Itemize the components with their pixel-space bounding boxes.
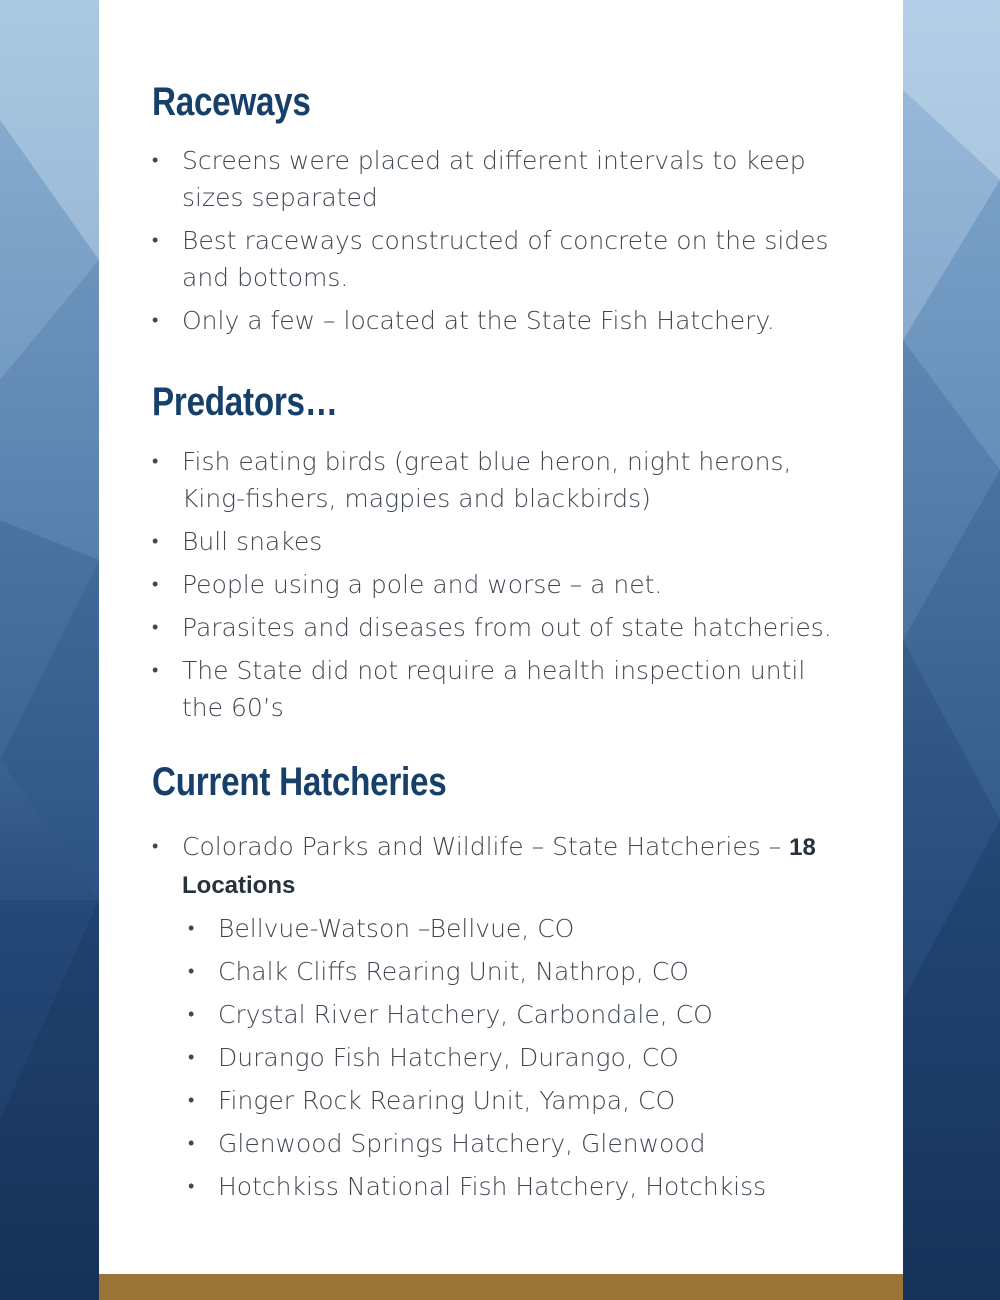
list-item xyxy=(152,222,852,296)
bullet-icon: • xyxy=(152,150,159,171)
list-item-text: Best raceways constructed of concrete on the sides and bottoms. xyxy=(182,226,829,292)
list-item xyxy=(152,652,852,726)
list-item-text: Parasites and diseases from out of state hatcheries. xyxy=(182,613,832,642)
list-item-text: Only a few – located at the State Fish Hatchery. xyxy=(182,306,775,335)
bullet-icon: • xyxy=(188,1133,195,1154)
sub-list-item xyxy=(188,953,852,990)
list-item-text: Fish eating birds (great blue heron, night herons, King-fishers, magpies and blackbirds) xyxy=(182,447,792,513)
list-item xyxy=(152,828,852,904)
bullet-icon: • xyxy=(152,531,159,552)
sub-list-item-text: Crystal River Hatchery, Carbondale, CO xyxy=(218,1000,713,1029)
hatcheries-list xyxy=(152,828,852,1211)
sub-list-item-text: Durango Fish Hatchery, Durango, CO xyxy=(218,1043,679,1072)
list-item-text: Screens were placed at different intervals to keep sizes separated xyxy=(182,146,806,212)
bottom-accent-band xyxy=(99,1274,903,1300)
sub-list-item xyxy=(188,910,852,947)
bullet-icon: • xyxy=(152,451,159,472)
bullet-icon: • xyxy=(152,310,159,331)
sub-list-item xyxy=(188,996,852,1033)
bullet-icon: • xyxy=(188,961,195,982)
list-item-text: People using a pole and worse – a net. xyxy=(182,570,663,599)
sub-list-item xyxy=(188,1039,852,1076)
raceways-list xyxy=(152,142,852,345)
predators-list xyxy=(152,443,852,732)
bullet-icon: • xyxy=(188,1004,195,1025)
sub-list-item-text: Glenwood Springs Hatchery, Glenwood xyxy=(218,1129,706,1158)
sub-list-item-text: Chalk Cliffs Rearing Unit, Nathrop, CO xyxy=(218,957,689,986)
list-item xyxy=(152,443,852,517)
section-heading-raceways: Raceways xyxy=(152,80,311,124)
section-heading-predators: Predators… xyxy=(152,380,338,424)
sub-list-item-text: Bellvue-Watson –Bellvue, CO xyxy=(218,914,575,943)
list-item xyxy=(152,142,852,216)
sub-list-item-text: Hotchkiss National Fish Hatchery, Hotchkiss xyxy=(218,1172,767,1201)
list-item xyxy=(152,609,852,646)
sub-list-item xyxy=(188,1125,852,1162)
bullet-icon: • xyxy=(188,1176,195,1197)
sub-list-item xyxy=(188,1082,852,1119)
locations-count: 18 Locations xyxy=(182,834,816,899)
sub-list-item xyxy=(188,1168,852,1205)
list-item xyxy=(152,566,852,603)
section-heading-current-hatcheries: Current Hatcheries xyxy=(152,760,447,804)
bullet-icon: • xyxy=(152,660,159,681)
bullet-icon: • xyxy=(152,836,159,857)
bullet-icon: • xyxy=(152,230,159,251)
list-item-text: Bull snakes xyxy=(182,527,323,556)
bullet-icon: • xyxy=(152,574,159,595)
bullet-icon: • xyxy=(188,918,195,939)
list-item-text: Colorado Parks and Wildlife – State Hatcheries – xyxy=(182,832,790,861)
bullet-icon: • xyxy=(188,1047,195,1068)
list-item xyxy=(152,302,852,339)
list-item-text: The State did not require a health inspection until the 60’s xyxy=(182,656,806,722)
bullet-icon: • xyxy=(188,1090,195,1111)
sub-list-item-text: Finger Rock Rearing Unit, Yampa, CO xyxy=(218,1086,676,1115)
list-item xyxy=(152,523,852,560)
bullet-icon: • xyxy=(152,617,159,638)
